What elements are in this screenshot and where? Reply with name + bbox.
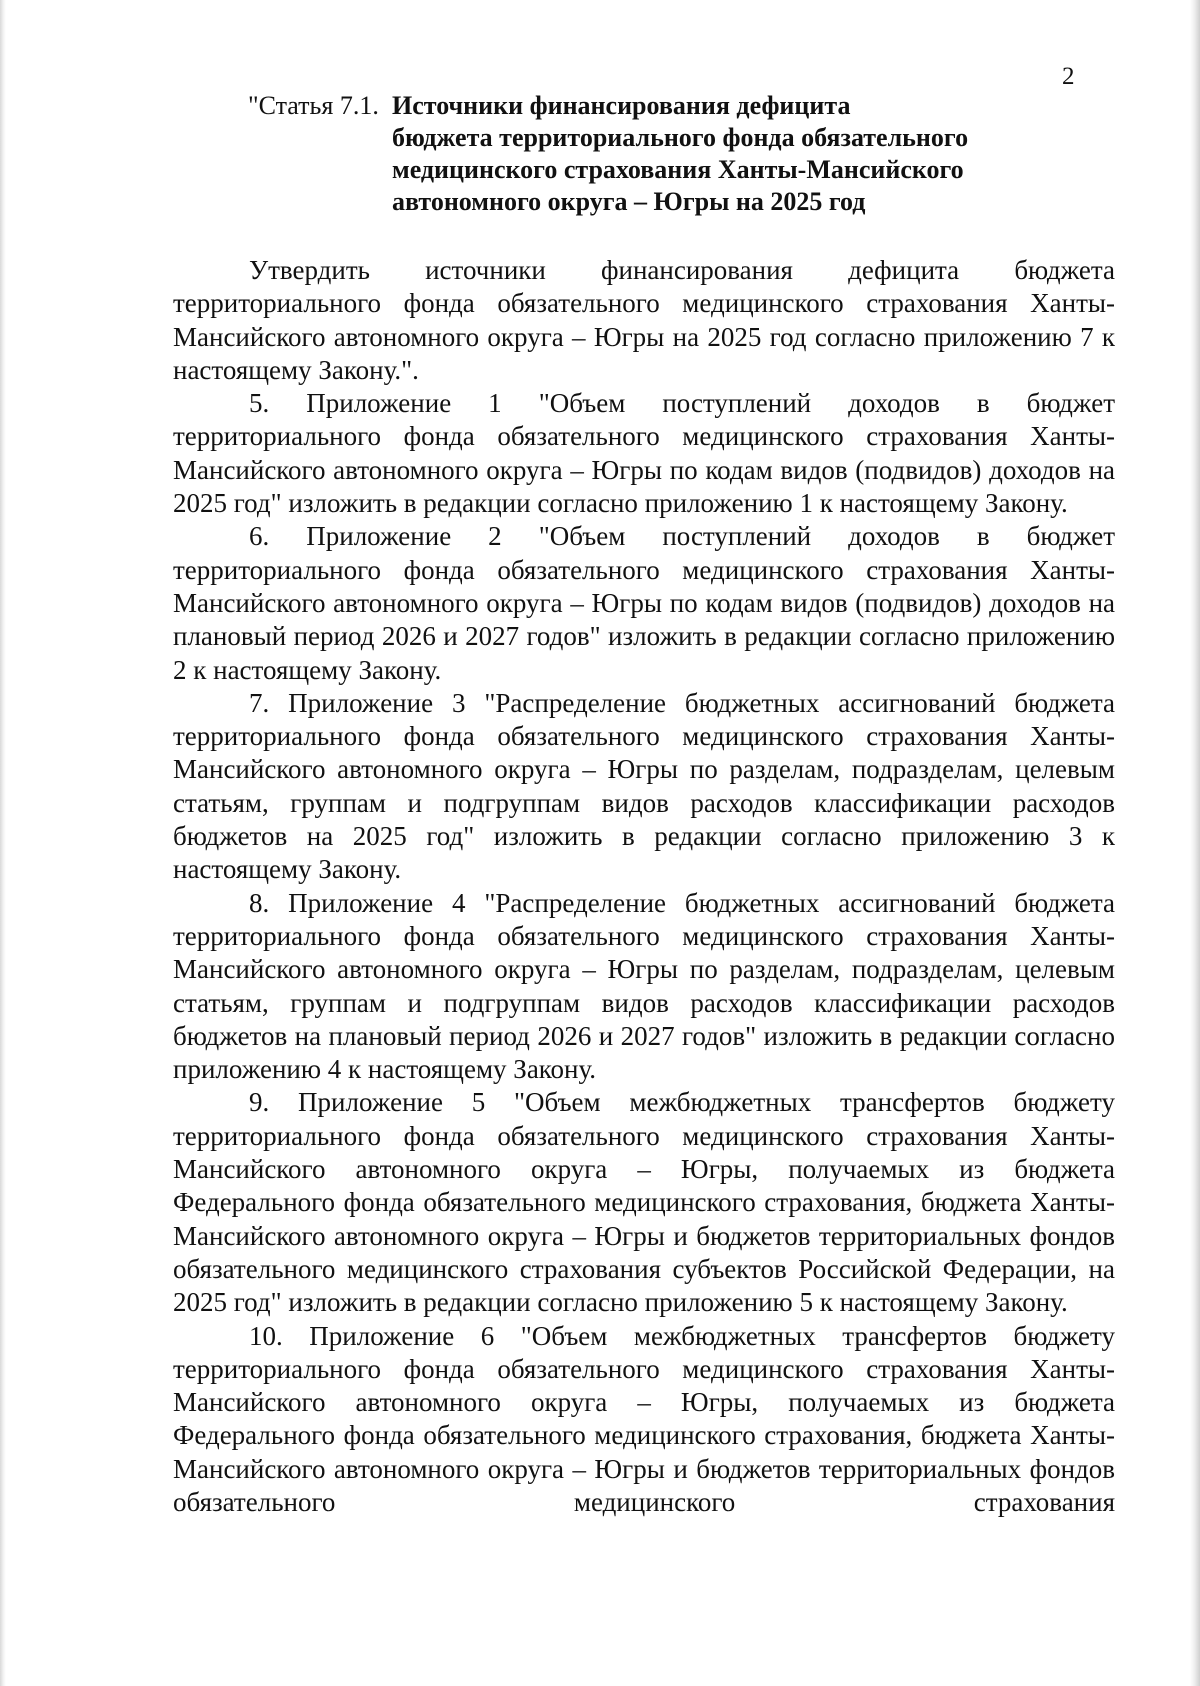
- article-title-line: бюджета территориального фонда обязательного: [392, 123, 969, 152]
- article-title-line: медицинского страхования Ханты-Мансийского: [392, 155, 964, 184]
- article-title: [392, 90, 1032, 218]
- paragraph-item-9: 9. Приложение 5 "Объем межбюджетных трансфертов бюджету территориального фонда обязательного медицинского страхования Ханты-Мансийского автономного округа – Югры, получаемых из бюджета Федерального фонда обязательного медицинского страхования, бюджета Ханты-Мансийского автономного округа – Югры и бюджетов территориальных фондов обязательного медицинского страхования субъектов Российской Федерации, на 2025 год" изложить в редакции согласно приложению 5 к настоящему Закону.: [173, 1087, 1115, 1318]
- page-number: 2: [1062, 63, 1075, 90]
- paragraph-approve-sources: Утвердить источники финансирования дефицита бюджета территориального фонда обязательного медицинского страхования Ханты-Мансийского автономного округа – Югры на 2025 год согласно приложению 7 к настоящему Закону.".: [173, 255, 1115, 385]
- article-title-line: Источники финансирования дефицита: [392, 91, 851, 120]
- paragraph-item-7: 7. Приложение 3 "Распределение бюджетных ассигнований бюджета территориального фонда обязательного медицинского страхования Ханты-Мансийского автономного округа – Югры по разделам, подразделам, целевым статьям, группам и подгруппам видов расходов классификации расходов бюджетов на 2025 год" изложить в редакции согласно приложению 3 к настоящему Закону.: [173, 687, 1115, 885]
- paragraph-item-6: 6. Приложение 2 "Объем поступлений доходов в бюджет территориального фонда обязательного медицинского страхования Ханты-Мансийского автономного округа – Югры по кодам видов (подвидов) доходов на плановый период 2026 и 2027 годов" изложить в редакции согласно приложению 2 к настоящему Закону.: [173, 521, 1115, 685]
- article-title-line: автономного округа – Югры на 2025 год: [392, 187, 866, 216]
- paragraph-item-5: 5. Приложение 1 "Объем поступлений доходов в бюджет территориального фонда обязательного медицинского страхования Ханты-Мансийского автономного округа – Югры по кодам видов (подвидов) доходов на 2025 год" изложить в редакции согласно приложению 1 к настоящему Закону.: [173, 388, 1115, 519]
- scan-edge-left: [0, 0, 6, 1686]
- document-body: [173, 254, 1115, 1519]
- paragraph-item-8: 8. Приложение 4 "Распределение бюджетных ассигнований бюджета территориального фонда обязательного медицинского страхования Ханты-Мансийского автономного округа – Югры по разделам, подразделам, целевым статьям, группам и подгруппам видов расходов классификации расходов бюджетов на плановый период 2026 и 2027 годов" изложить в редакции согласно приложению 4 к настоящему Закону.: [173, 887, 1115, 1085]
- paragraph-item-10: 10. Приложение 6 "Объем межбюджетных трансфертов бюджету территориального фонда обязательного медицинского страхования Ханты-Мансийского автономного округа – Югры, получаемых из бюджета Федерального фонда обязательного медицинского страхования, бюджета Ханты-Мансийского автономного округа – Югры и бюджетов территориальных фондов обязательного медицинского страхования: [173, 1320, 1115, 1517]
- scan-edge-right: [1190, 0, 1200, 1686]
- article-prefix: "Статья 7.1.: [248, 91, 379, 120]
